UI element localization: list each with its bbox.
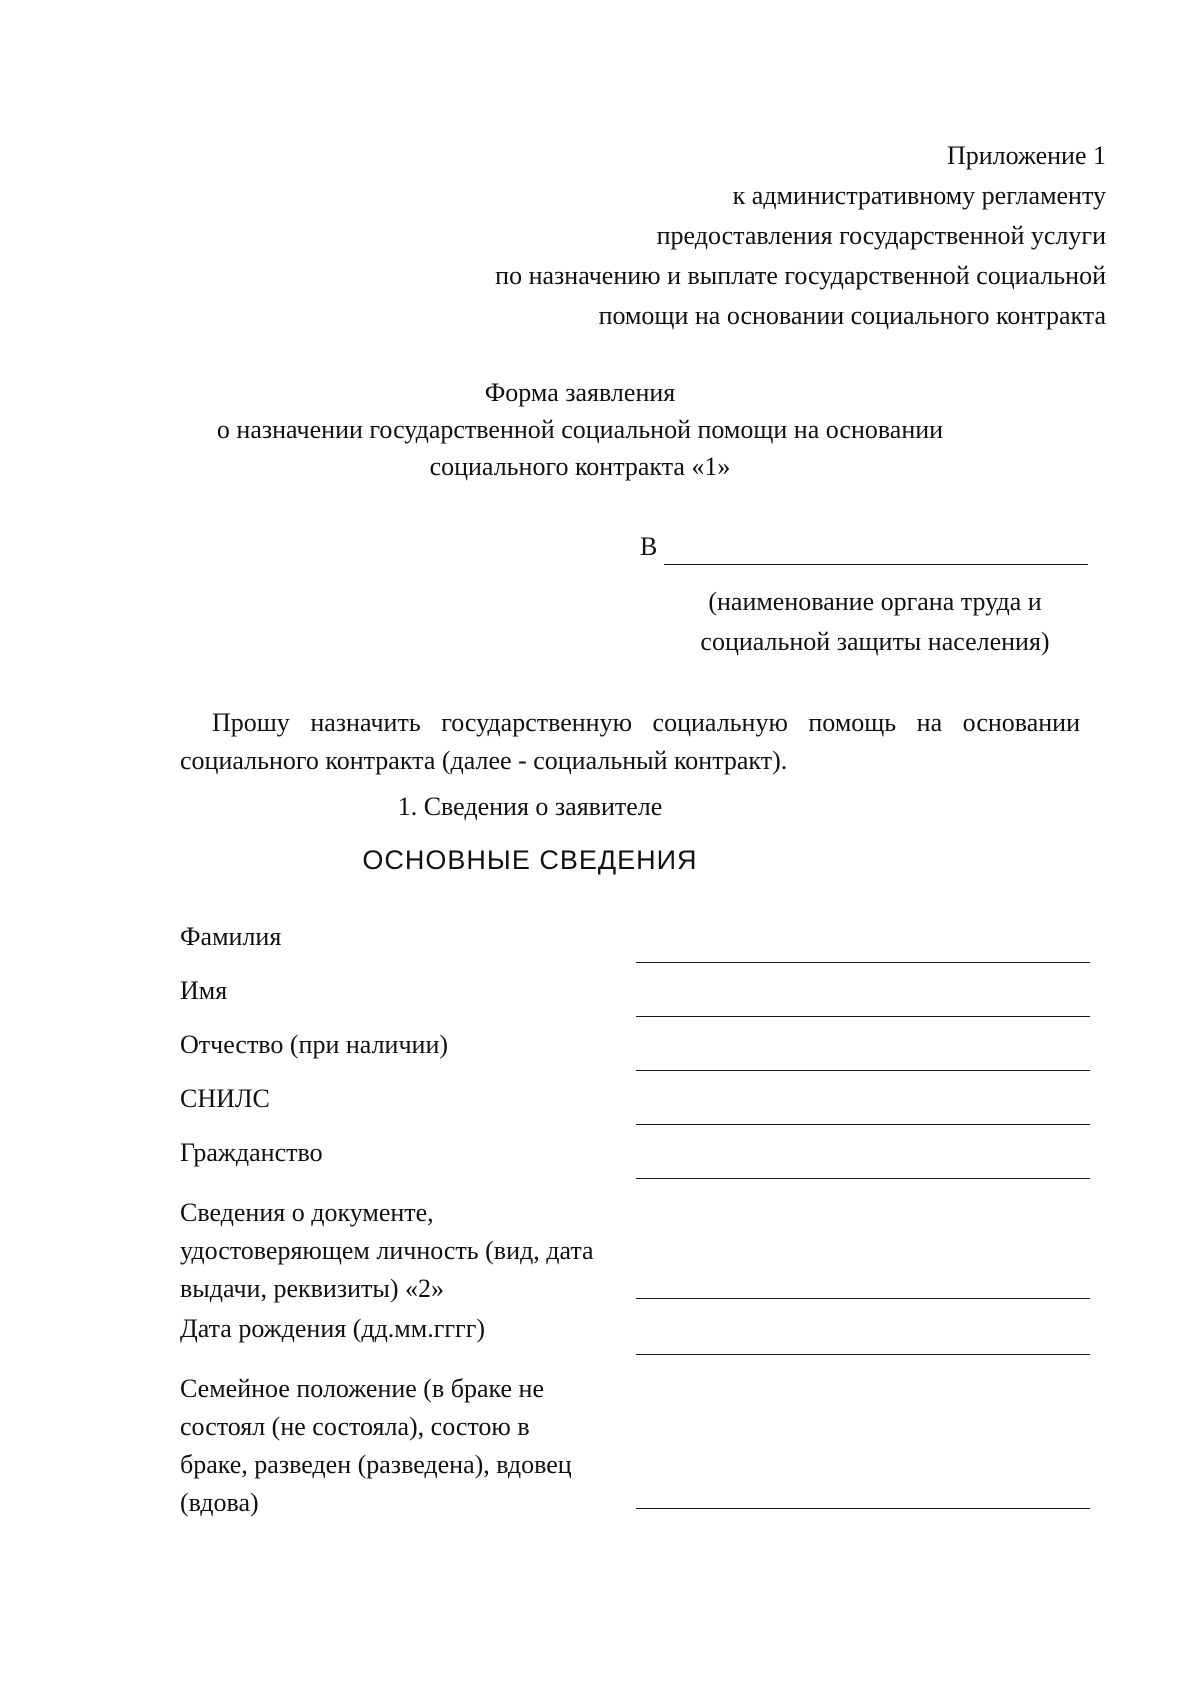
field-label: Семейное положение (в браке не состоял (не состояла), состою в браке, разведен (разведена), вдовец (вдова) xyxy=(180,1374,572,1517)
field-blank-line[interactable] xyxy=(636,1178,1090,1179)
addressee-prefix: В xyxy=(640,532,658,561)
field-blank-line[interactable] xyxy=(636,1354,1090,1355)
field-label: Гражданство xyxy=(180,1138,323,1167)
appendix-line: помощи на основании социального контракта xyxy=(598,301,1106,330)
form-title-line: о назначении государственной социальной помощи на основании xyxy=(216,415,944,444)
form-title-line: социального контракта «1» xyxy=(429,452,731,481)
field-blank-line[interactable] xyxy=(636,1070,1090,1071)
field-blank-line[interactable] xyxy=(636,1124,1090,1125)
appendix-line: к административному регламенту xyxy=(732,181,1106,210)
addressee-blank-line[interactable] xyxy=(664,564,1088,565)
field-blank-line[interactable] xyxy=(636,1508,1090,1509)
form-title-line: Форма заявления xyxy=(484,378,676,407)
field-blank-line[interactable] xyxy=(636,962,1090,963)
field-label: Имя xyxy=(180,976,228,1005)
field-label: Сведения о документе, удостоверяющем личность (вид, дата выдачи, реквизиты) «2» xyxy=(180,1198,594,1303)
section-subtitle: ОСНОВНЫЕ СВЕДЕНИЯ xyxy=(362,845,698,875)
field-label: Отчество (при наличии) xyxy=(180,1030,449,1059)
field-label: Дата рождения (дд.мм.гггг) xyxy=(180,1314,486,1343)
field-blank-line[interactable] xyxy=(636,1016,1090,1017)
addressee-caption-line: социальной защиты населения) xyxy=(700,627,1050,656)
field-label: СНИЛС xyxy=(180,1084,270,1113)
field-blank-line[interactable] xyxy=(636,1298,1090,1299)
appendix-line: по назначению и выплате государственной социальной xyxy=(495,261,1106,290)
addressee-caption xyxy=(660,582,1090,662)
appendix-header xyxy=(306,136,1106,336)
section-title: 1. Сведения о заявителе xyxy=(397,792,663,821)
appendix-line: предоставления государственной услуги xyxy=(656,221,1106,250)
field-label: Фамилия xyxy=(180,922,282,951)
appendix-line: Приложение 1 xyxy=(946,141,1106,170)
addressee-caption-line: (наименование органа труда и xyxy=(708,587,1042,616)
form-title xyxy=(180,374,980,485)
request-paragraph xyxy=(180,704,1080,780)
request-text: Прошу назначить государственную социальную помощь на основании социального контракта (далее - социальный контракт). xyxy=(180,708,1080,775)
